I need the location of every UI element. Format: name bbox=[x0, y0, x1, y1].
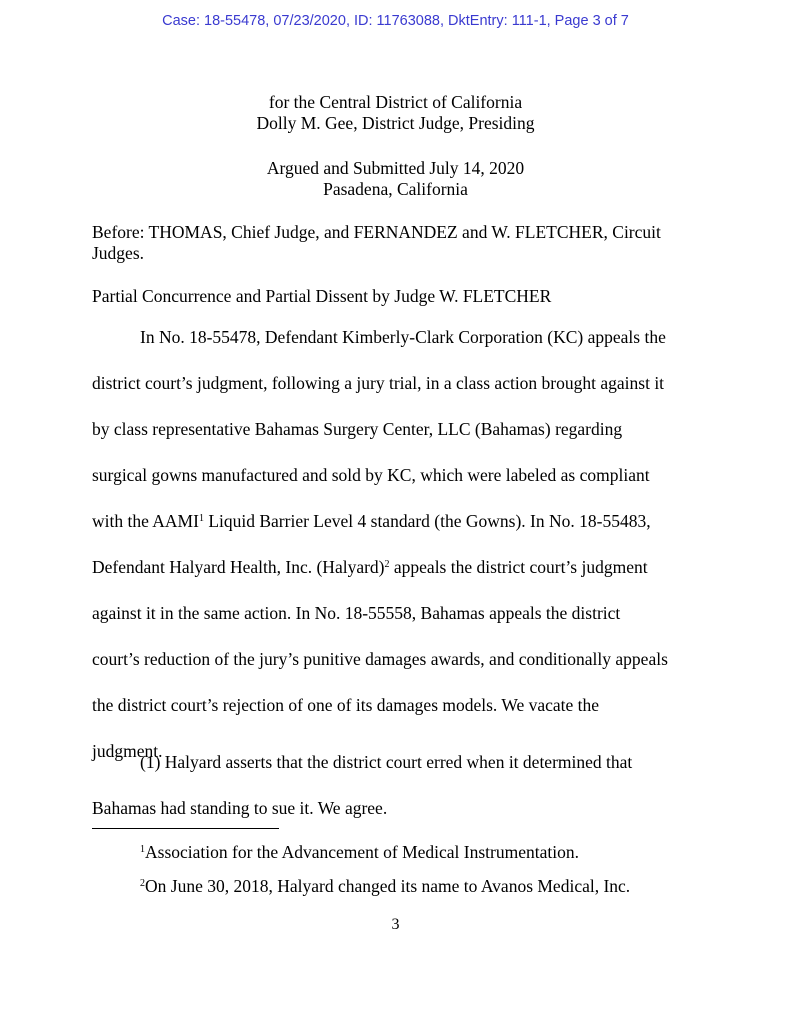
footnote-divider bbox=[92, 828, 279, 829]
para1-line-10: judgment. bbox=[92, 741, 163, 761]
para1-line-8: court’s reduction of the jury’s punitive damages awards, and conditionally appeals bbox=[92, 649, 668, 669]
page-number: 3 bbox=[391, 916, 400, 933]
para1-line-6b: appeals the district court’s judgment bbox=[389, 557, 648, 577]
para1-line-9: the district court’s rejection of one of its damages models. We vacate the bbox=[92, 695, 600, 715]
before-judges: Before: THOMAS, Chief Judge, and FERNANDEZ and W. FLETCHER, Circuit Judges. bbox=[92, 222, 661, 263]
footnote-2-text: On June 30, 2018, Halyard changed its name to Avanos Medical, Inc. bbox=[145, 876, 631, 896]
para1-line-6a: Defendant Halyard Health, Inc. (Halyard) bbox=[92, 557, 385, 577]
court-line-2: Dolly M. Gee, District Judge, Presiding bbox=[256, 113, 535, 133]
para1-line-5a: with the AAMI bbox=[92, 511, 199, 531]
para1-line-2: district court’s judgment, following a jury trial, in a class action brought against it bbox=[92, 373, 665, 393]
argued-line-1: Argued and Submitted July 14, 2020 bbox=[266, 158, 525, 178]
footnote-ref-2: 2 bbox=[384, 559, 390, 570]
para1-line-7: against it in the same action. In No. 18-55558, Bahamas appeals the district bbox=[92, 603, 621, 623]
para1-line-5 bbox=[92, 511, 651, 532]
footnote-1-text: Association for the Advancement of Medical Instrumentation. bbox=[145, 842, 579, 862]
footnote-1 bbox=[140, 842, 579, 863]
case-header-stamp: Case: 18-55478, 07/23/2020, ID: 11763088, DktEntry: 111-1, Page 3 of 7 bbox=[162, 13, 629, 29]
footnote-2 bbox=[140, 876, 630, 897]
footnote-1-number: 1 bbox=[140, 844, 145, 855]
para1-line-1: In No. 18-55478, Defendant Kimberly-Clark Corporation (KC) appeals the bbox=[140, 327, 666, 347]
para1-line-6 bbox=[92, 557, 648, 578]
para1-line-4: surgical gowns manufactured and sold by KC, which were labeled as compliant bbox=[92, 465, 650, 485]
argued-line-2: Pasadena, California bbox=[323, 179, 468, 199]
footnote-2-number: 2 bbox=[140, 878, 145, 889]
para1-line-3: by class representative Bahamas Surgery Center, LLC (Bahamas) regarding bbox=[92, 419, 623, 439]
para2-line-1: (1) Halyard asserts that the district court erred when it determined that bbox=[140, 752, 633, 772]
footnote-ref-1: 1 bbox=[198, 513, 204, 524]
para2-line-2: Bahamas had standing to sue it. We agree. bbox=[92, 798, 388, 818]
court-line-1: for the Central District of California bbox=[268, 92, 523, 112]
partial-dissent-line: Partial Concurrence and Partial Dissent by Judge W. FLETCHER bbox=[92, 286, 552, 306]
court-info bbox=[0, 92, 791, 134]
argued-info bbox=[0, 158, 791, 200]
para1-line-5b: Liquid Barrier Level 4 standard (the Gowns). In No. 18-55483, bbox=[203, 511, 651, 531]
